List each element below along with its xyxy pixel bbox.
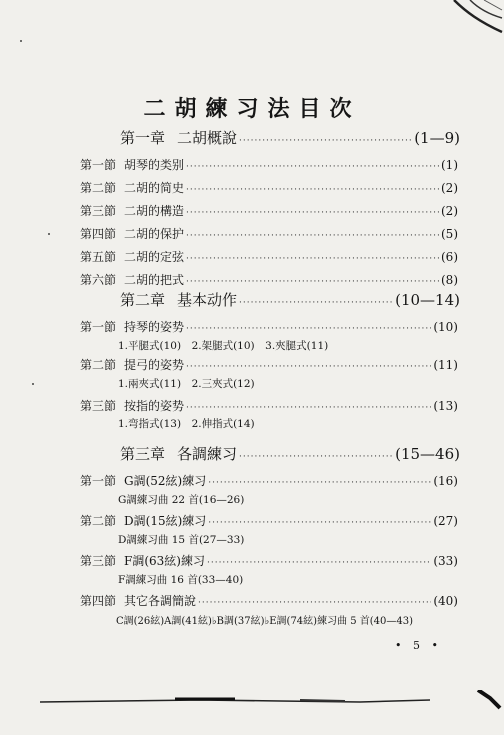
section-entry[interactable] (80, 592, 458, 609)
section-entry[interactable] (80, 179, 458, 196)
section-page: (10) (433, 320, 458, 334)
dot-leader (239, 452, 393, 462)
section-name: 其它各調簡說 (124, 594, 197, 608)
dot-leader (186, 254, 439, 264)
section-page: (2) (441, 204, 458, 218)
dot-leader (239, 298, 393, 308)
chapter-page-range: (1—9) (414, 129, 460, 147)
section-entry[interactable] (80, 397, 458, 414)
section-name: D調(15絃)練习 (124, 514, 207, 528)
print-speck (32, 383, 34, 385)
section-name: F調(63絃)練习 (124, 554, 205, 568)
page-corner-fold (444, 0, 504, 40)
section-label: 第四節 (80, 594, 117, 608)
section-entry[interactable] (80, 512, 458, 529)
section-name: 二胡的定弦 (124, 250, 185, 264)
section-sub-items: 1.平腿式(10) 2.架腿式(10) 3.夾腿式(11) (118, 340, 329, 352)
section-sub-items: G調練习曲 22 首(16—26) (118, 494, 245, 506)
section-label: 第二節 (80, 514, 117, 528)
section-name: 二胡的保护 (124, 227, 185, 241)
chapter-label: 第二章 (120, 291, 166, 309)
section-sub-items: C調(26絃)A調(41絃)♭B調(37絃)♭E調(74絃)練习曲 5 首(40—43) (116, 616, 414, 627)
section-entry[interactable] (80, 156, 458, 173)
section-page: (8) (441, 273, 458, 287)
section-page: (33) (433, 554, 458, 568)
section-name: 按指的姿势 (124, 399, 185, 413)
section-page: (6) (441, 250, 458, 264)
print-speck (48, 233, 50, 235)
page-number: • 5 • (395, 639, 442, 652)
dot-leader (186, 403, 431, 413)
section-label: 第三節 (80, 399, 117, 413)
section-label: 第二節 (80, 358, 117, 372)
section-name: 二胡的構造 (124, 204, 185, 218)
print-speck (20, 40, 22, 42)
section-page: (13) (433, 399, 458, 413)
section-page: (1) (441, 158, 458, 172)
dot-leader (208, 518, 431, 528)
chapter-name: 基本动作 (177, 291, 238, 309)
section-entry[interactable] (80, 356, 458, 373)
section-entry[interactable] (80, 318, 458, 335)
chapter-heading[interactable] (120, 127, 460, 148)
chapter-name: 二胡概說 (177, 129, 238, 147)
dot-leader (207, 558, 431, 568)
section-label: 第五節 (80, 250, 117, 264)
section-page: (16) (433, 474, 458, 488)
section-label: 第一節 (80, 158, 117, 172)
dot-leader (208, 478, 431, 488)
section-name: 提弓的姿势 (124, 358, 185, 372)
section-entry[interactable] (80, 225, 458, 242)
dot-leader (186, 362, 431, 372)
section-entry[interactable] (80, 248, 458, 265)
section-sub-items: 1.兩夾式(11) 2.三夾式(12) (118, 378, 255, 390)
chapter-name: 各調練习 (177, 445, 238, 463)
section-label: 第三節 (80, 554, 117, 568)
chapter-page-range: (10—14) (395, 291, 460, 309)
dot-leader (239, 136, 412, 146)
section-entry[interactable] (80, 271, 458, 288)
chapter-heading[interactable] (120, 443, 460, 464)
dot-leader (186, 185, 439, 195)
section-label: 第二節 (80, 181, 117, 195)
section-page: (2) (441, 181, 458, 195)
chapter-heading[interactable] (120, 289, 460, 310)
section-name: 持琴的姿势 (124, 320, 185, 334)
dot-leader (186, 277, 439, 287)
section-label: 第一節 (80, 320, 117, 334)
section-label: 第一節 (80, 474, 117, 488)
section-label: 第六節 (80, 273, 117, 287)
dot-leader (186, 162, 439, 172)
chapter-label: 第一章 (120, 129, 166, 147)
section-name: 二胡的简史 (124, 181, 185, 195)
section-label: 第三節 (80, 204, 117, 218)
section-sub-items: D調練习曲 15 首(27—33) (118, 534, 245, 546)
dot-leader (186, 208, 439, 218)
toc-title: 二胡練习法目次 (143, 96, 361, 122)
section-name: 二胡的把式 (124, 273, 185, 287)
section-page: (11) (433, 358, 458, 372)
dot-leader (198, 598, 431, 608)
section-name: G調(52絃)練习 (124, 474, 207, 488)
section-entry[interactable] (80, 472, 458, 489)
section-entry[interactable] (80, 552, 458, 569)
dot-leader (186, 324, 431, 334)
chapter-page-range: (15—46) (395, 445, 460, 463)
section-sub-items: F調練习曲 16 首(33—40) (118, 574, 244, 586)
page-bottom-edge (0, 690, 504, 710)
section-sub-items: 1.弯指式(13) 2.伸指式(14) (118, 418, 255, 430)
section-name: 胡琴的类别 (124, 158, 185, 172)
section-page: (40) (433, 594, 458, 608)
dot-leader (186, 231, 439, 241)
section-page: (5) (441, 227, 458, 241)
section-page: (27) (433, 514, 458, 528)
section-entry[interactable] (80, 202, 458, 219)
section-label: 第四節 (80, 227, 117, 241)
chapter-label: 第三章 (120, 445, 166, 463)
